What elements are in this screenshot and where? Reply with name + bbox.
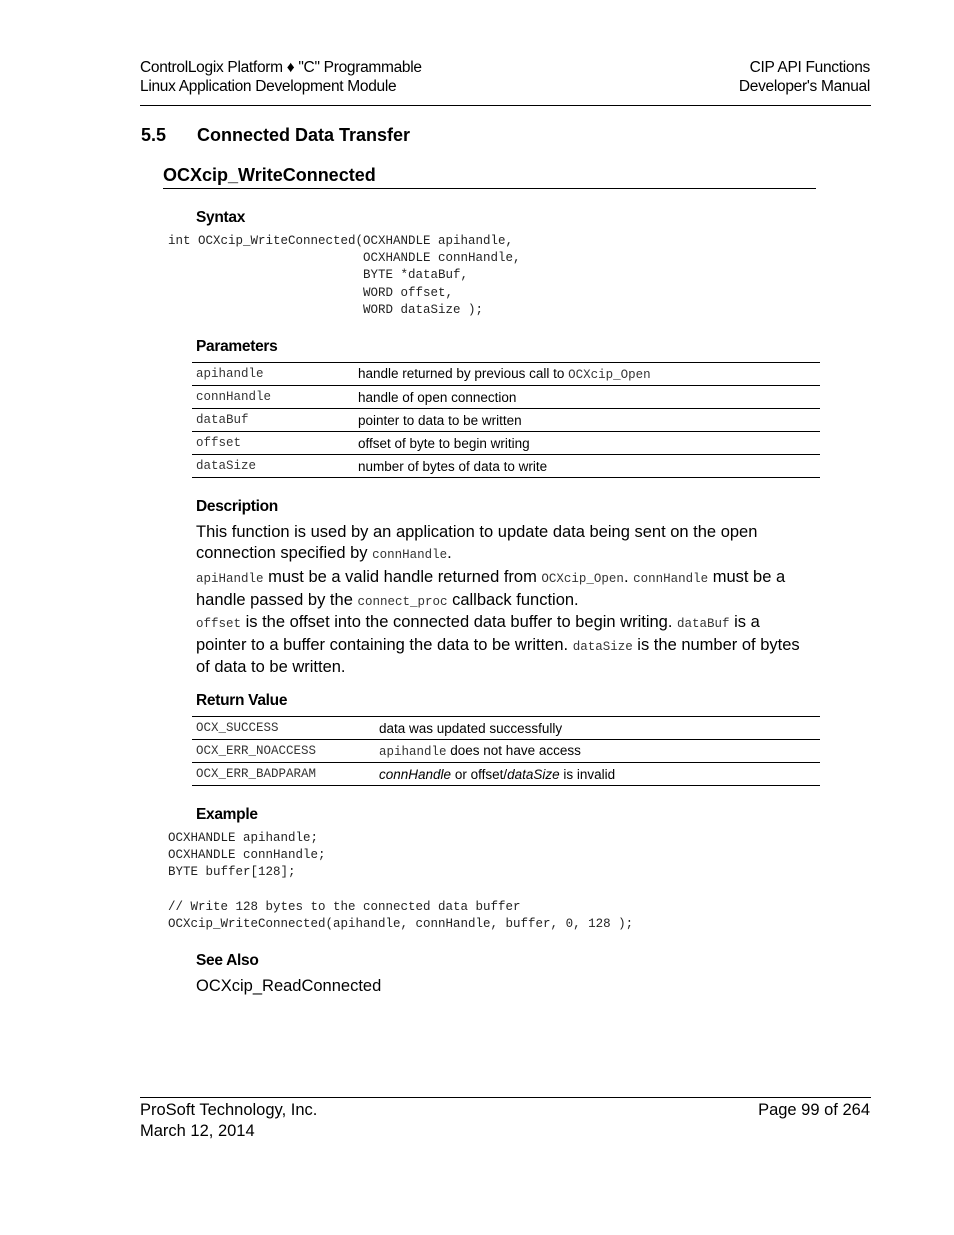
example-line: // Write 128 bytes to the connected data buffer (168, 899, 521, 914)
footer-left (140, 1100, 317, 1141)
syntax-code (168, 233, 521, 319)
page-footer (140, 1097, 871, 1146)
param-name: offset (192, 432, 354, 455)
header-module-line: Linux Application Development Module (140, 78, 397, 95)
param-desc: pointer to data to be written (354, 409, 820, 432)
function-title: OCXcip_WriteConnected (163, 165, 816, 189)
param-desc: offset of byte to begin writing (354, 432, 820, 455)
return-desc: connHandle or offset/dataSize is invalid (375, 763, 820, 786)
return-code: OCX_SUCCESS (192, 717, 375, 740)
syntax-line: WORD dataSize ); (168, 302, 484, 317)
example-line: OCXHANDLE connHandle; (168, 848, 326, 863)
return-value-table (192, 716, 820, 786)
table-row (192, 432, 820, 455)
parameters-table (192, 362, 820, 478)
return-value-heading: Return Value (196, 692, 288, 709)
footer-date: March 12, 2014 (140, 1121, 255, 1140)
see-also-heading: See Also (196, 952, 259, 969)
param-desc: handle returned by previous call to OCXcip_Open (354, 363, 820, 386)
syntax-line: WORD offset, (168, 285, 454, 300)
parameters-heading: Parameters (196, 338, 278, 355)
param-desc: handle of open connection (354, 386, 820, 409)
header-right (739, 58, 870, 96)
param-name: apihandle (192, 363, 354, 386)
header-manual: Developer's Manual (738, 78, 870, 95)
syntax-line: OCXHANDLE connHandle, (168, 251, 521, 266)
table-row (192, 455, 820, 478)
param-name: dataBuf (192, 409, 354, 432)
see-also-link: OCXcip_ReadConnected (196, 977, 382, 995)
table-row (192, 386, 820, 409)
param-name: dataSize (192, 455, 354, 478)
return-code: OCX_ERR_NOACCESS (192, 740, 375, 763)
description-paragraph: This function is used by an application to update data being sent on the open connection specified by connHandle. (196, 523, 758, 562)
param-desc: number of bytes of data to write (354, 455, 820, 478)
param-name: connHandle (192, 386, 354, 409)
table-row (192, 763, 820, 786)
table-row (192, 717, 820, 740)
syntax-line: int OCXcip_WriteConnected(OCXHANDLE apihandle, (168, 234, 514, 248)
example-line: OCXHANDLE apihandle; (168, 831, 319, 845)
example-line: OCXcip_WriteConnected(apihandle, connHandle, buffer, 0, 128 ); (168, 917, 634, 932)
syntax-heading: Syntax (196, 209, 246, 226)
example-heading: Example (196, 806, 258, 823)
table-row (192, 363, 820, 386)
table-row (192, 740, 820, 763)
return-desc: data was updated successfully (375, 717, 820, 740)
description-paragraph: offset is the offset into the connected data buffer to begin writing. dataBuf is a pointer to a buffer containing the data to be written. dataSize is the number of bytes of data to be written. (196, 613, 800, 676)
page-header (140, 57, 871, 106)
header-product-line: ControlLogix Platform ♦ "C" Programmable (140, 59, 422, 76)
param-desc-code: OCXcip_Open (568, 368, 651, 382)
syntax-line: BYTE *dataBuf, (168, 268, 469, 283)
section-title (141, 125, 410, 146)
section-number: 5.5 (141, 125, 167, 145)
description-heading: Description (196, 498, 278, 515)
example-line (168, 882, 633, 899)
header-left (140, 58, 422, 96)
section-name: Connected Data Transfer (197, 125, 411, 145)
footer-company: ProSoft Technology, Inc. (140, 1101, 318, 1119)
table-row (192, 409, 820, 432)
return-code: OCX_ERR_BADPARAM (192, 763, 375, 786)
example-code (168, 830, 633, 933)
return-desc: apihandle does not have access (375, 740, 820, 763)
header-chapter: CIP API Functions (749, 59, 870, 76)
footer-page-number: Page 99 of 264 (758, 1101, 870, 1119)
example-line: BYTE buffer[128]; (168, 865, 296, 880)
description-paragraph: apiHandle must be a valid handle returned from OCXcip_Open. connHandle must be a handle passed by the connect_proc callback function. (196, 568, 786, 609)
